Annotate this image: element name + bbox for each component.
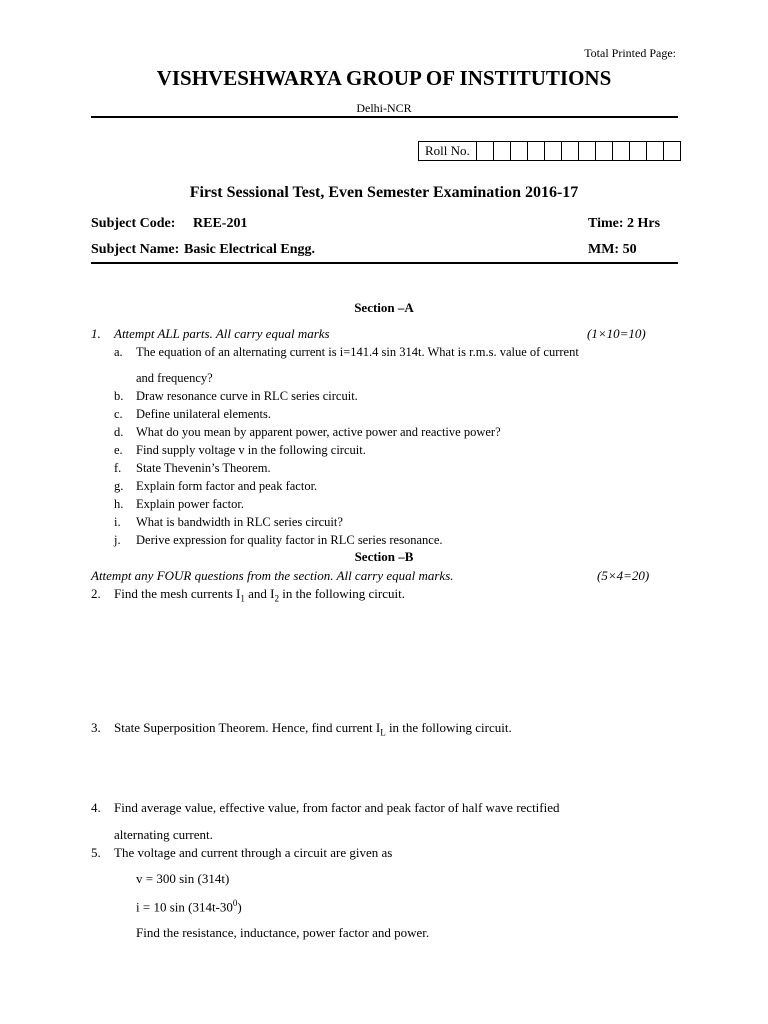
part-letter: c. [114,407,123,421]
question-1-text: Attempt ALL parts. All carry equal marks [114,326,330,341]
question-3-text: State Superposition Theorem. Hence, find current $I_L$ in the following circuit. [114,720,512,738]
part-letter: b. [114,389,124,403]
total-printed-page: Total Printed Page: [584,46,676,60]
part-text: State Thevenin’s Theorem. [136,461,271,475]
roll-cell [562,142,579,160]
part-text: Explain power factor. [136,497,244,511]
roll-cell [494,142,511,160]
part-text: What do you mean by apparent power, active power and reactive power? [136,425,501,439]
header-divider [91,116,678,118]
subject-name: Basic Electrical Engg. [184,242,316,257]
part-letter: f. [114,461,122,475]
roll-cell [596,142,613,160]
part-text: Derive expression for quality factor in RLC series resonance. [136,533,443,547]
roll-cell [664,142,680,160]
roll-cell [528,142,545,160]
section-b-instruction: Attempt any FOUR questions from the section. All carry equal marks. [91,568,454,583]
exam-title: First Sessional Test, Even Semester Examination 2016-17 [189,184,579,201]
subject-name-label: Subject Name: [91,242,180,257]
section-b-marks: (5×4=20) [597,568,650,583]
part-letter: e. [114,443,123,457]
question-4-text: Find average value, effective value, from factor and peak factor of half wave rectified [114,800,560,815]
section-a-heading: Section –A [354,300,414,315]
question-2-text: Find the mesh currents $I_1$ and $I_2$ in the following circuit. [114,586,405,604]
question-5-find: Find the resistance, inductance, power factor and power. [136,925,430,940]
part-text: Explain form factor and peak factor. [136,479,318,493]
roll-cell [579,142,596,160]
roll-number-box [418,141,681,161]
part-text: Define unilateral elements. [136,407,272,421]
question-4-text-continued: alternating current. [114,827,213,842]
part-text: What is bandwidth in RLC series circuit? [136,515,343,529]
question-1-number: 1. [91,326,101,341]
question-5-text: The voltage and current through a circuit are given as [114,845,393,860]
question-4-number: 4. [91,800,101,815]
roll-cell [647,142,664,160]
part-letter: j. [114,533,121,547]
part-letter: i. [114,515,121,529]
question-5-number: 5. [91,845,101,860]
roll-cell [545,142,562,160]
roll-cell [613,142,630,160]
institution-name: VISHVESHWARYA GROUP OF INSTITUTIONS [156,66,612,90]
part-letter: g. [114,479,124,493]
part-text: Find supply voltage v in the following circuit. [136,443,366,457]
roll-number-label: Roll No. [419,142,477,160]
part-letter: a. [114,345,123,359]
question-3-number: 3. [91,720,101,735]
subject-code: REE-201 [193,216,248,231]
section-b-heading: Section –B [354,549,414,564]
roll-cell [511,142,528,160]
question-1-marks: (1×10=10) [587,326,646,341]
roll-cell [477,142,494,160]
roll-cell [630,142,647,160]
subject-code-label: Subject Code: [91,216,176,231]
institution-location: Delhi-NCR [356,101,412,115]
part-text: and frequency? [136,371,213,385]
meta-divider [91,262,678,264]
voltage-equation: v = 300 sin (314t) [136,871,230,886]
part-letter: d. [114,425,124,439]
current-equation: i = 10 $\sin (314t-30^0)$ [136,898,242,915]
exam-time: Time: 2 Hrs [588,216,661,231]
max-marks: MM: 50 [588,242,637,257]
part-letter: h. [114,497,124,511]
part-text: Draw resonance curve in RLC series circuit. [136,389,358,403]
question-2-number: 2. [91,586,101,601]
part-text: The equation of an alternating current is i=141.4 sin 314t. What is r.m.s. value of current [136,345,579,359]
